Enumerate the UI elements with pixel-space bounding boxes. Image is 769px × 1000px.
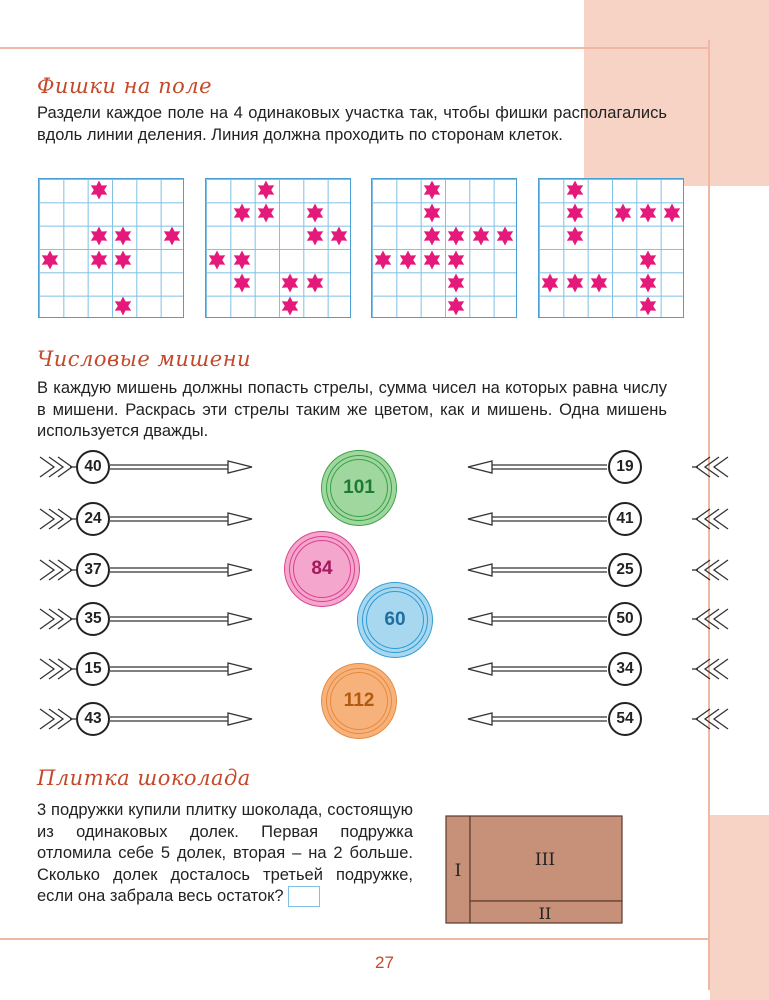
target-101[interactable]: 101 xyxy=(322,451,396,525)
arrow-number-right[interactable]: 41 xyxy=(608,502,642,536)
arrow xyxy=(468,709,728,729)
section-title-chocolate: Плитка шоколада xyxy=(37,766,251,790)
target-112[interactable]: 112 xyxy=(322,664,396,738)
arrow-number-left[interactable]: 43 xyxy=(76,702,110,736)
chocolate-problem-text: 3 подружки купили плитку шоколада, состоящую из одинаковых долек. Первая подружка отломила себе 5 долек, вторая – на 2 больше. Сколько долек досталось третьей подружке, если она забрала весь остаток? xyxy=(37,801,413,905)
chocolate-label-second: II xyxy=(538,904,552,923)
answer-box[interactable] xyxy=(288,886,320,907)
arrow xyxy=(40,509,252,529)
arrow-number-right[interactable]: 50 xyxy=(608,602,642,636)
target-60[interactable]: 60 xyxy=(358,583,432,657)
page-number: 27 xyxy=(375,953,394,972)
arrow-number-left[interactable]: 24 xyxy=(76,502,110,536)
chocolate-label-first: I xyxy=(454,861,462,881)
target-84[interactable]: 84 xyxy=(285,532,359,606)
section-title-targets: Числовые мишени xyxy=(37,347,252,371)
arrow-number-left[interactable]: 15 xyxy=(76,652,110,686)
section-text-chips: Раздели каждое поле на 4 одинаковых участка так, чтобы фишки располагались вдоль линии деления. Линия должна проходить по сторонам клеток. xyxy=(37,104,667,144)
arrow xyxy=(40,709,252,729)
arrow xyxy=(468,560,728,580)
chocolate-diagram xyxy=(445,815,625,927)
arrow xyxy=(40,609,252,629)
arrow xyxy=(468,509,728,529)
section-text-chocolate xyxy=(37,800,413,908)
arrow-number-left[interactable]: 40 xyxy=(76,450,110,484)
arrow xyxy=(40,560,252,580)
arrow xyxy=(468,609,728,629)
arrow xyxy=(468,457,728,477)
arrow-number-left[interactable]: 37 xyxy=(76,553,110,587)
chocolate-label-third: III xyxy=(534,850,556,870)
arrow xyxy=(40,457,252,477)
arrow xyxy=(468,659,728,679)
arrow-number-right[interactable]: 25 xyxy=(608,553,642,587)
arrow-number-right[interactable]: 54 xyxy=(608,702,642,736)
arrow xyxy=(40,659,252,679)
section-text-targets: В каждую мишень должны попасть стрелы, сумма чисел на которых равна числу в мишени. Раскрась эти стрелы таким же цветом, как и мишень. Одна мишень используется дважды. xyxy=(37,379,667,440)
arrow-number-left[interactable]: 35 xyxy=(76,602,110,636)
section-title-chips: Фишки на поле xyxy=(37,74,213,98)
arrow-number-right[interactable]: 34 xyxy=(608,652,642,686)
arrow-number-right[interactable]: 19 xyxy=(608,450,642,484)
